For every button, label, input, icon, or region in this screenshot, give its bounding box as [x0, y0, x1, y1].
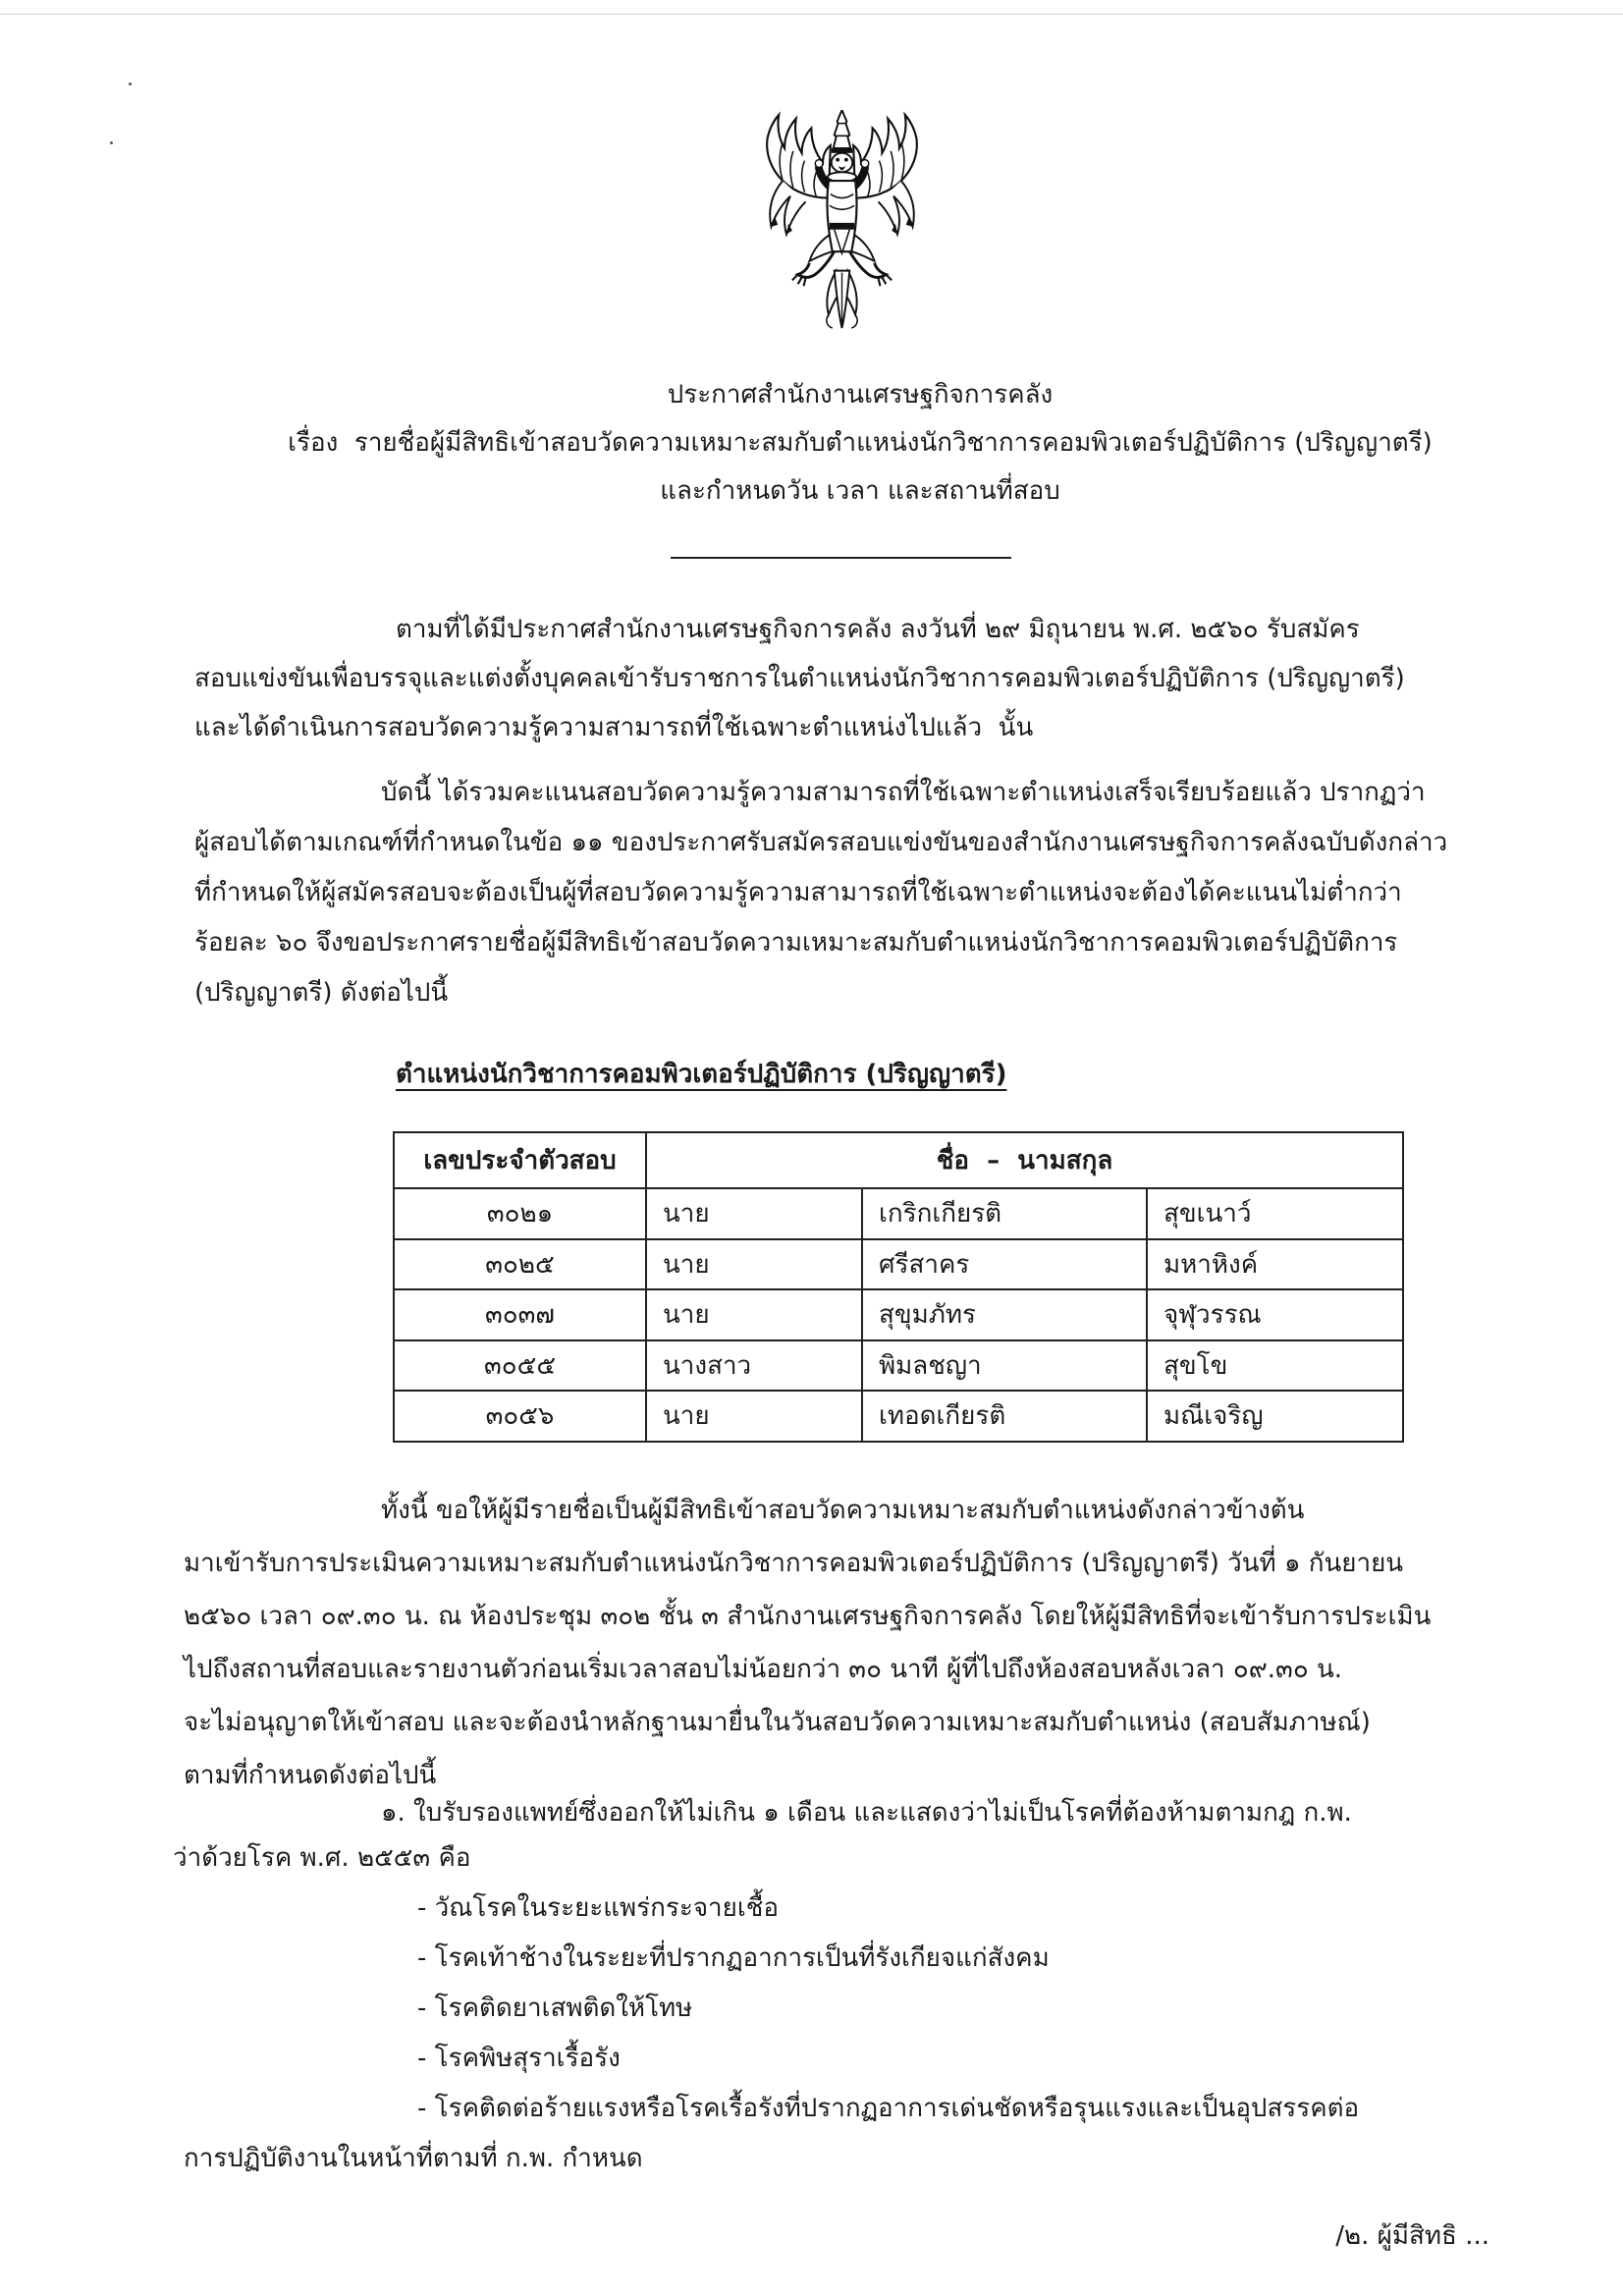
- cell-exam-id: ๓๐๒๑: [394, 1188, 646, 1239]
- paragraph-background: [194, 605, 1500, 752]
- paragraph-line: (ปริญญาตรี) ดังต่อไปนี้: [194, 978, 449, 1008]
- cell-last-name: จุฬุวรรณ: [1147, 1289, 1403, 1340]
- cell-title: นางสาว: [646, 1340, 862, 1392]
- cell-title: นาย: [646, 1188, 862, 1239]
- paragraph-line: ร้อยละ ๖๐ จึงขอประกาศรายชื่อผู้มีสิทธิเข้าสอบวัดความเหมาะสมกับตำแหน่งนักวิชาการคอมพิวเตอร์ปฏิบัติการ: [194, 928, 1398, 957]
- cell-last-name: มณีเจริญ: [1147, 1391, 1403, 1442]
- paragraph-line: มาเข้ารับการประเมินความเหมาะสมกับตำแหน่งนักวิชาการคอมพิวเตอร์ปฏิบัติการ (ปริญญาตรี) วันที่ ๑ กันยายน: [184, 1549, 1404, 1578]
- cell-first-name: เกริกเกียรติ: [862, 1188, 1147, 1239]
- cell-exam-id: ๓๐๕๕: [394, 1340, 646, 1392]
- position-heading: ตำแหน่งนักวิชาการคอมพิวเตอร์ปฏิบัติการ (ปริญญาตรี): [396, 1060, 1007, 1089]
- requirement-1-continuation: ว่าด้วยโรค พ.ศ. ๒๕๕๓ คือ: [173, 1843, 471, 1873]
- paragraph-line: ผู้สอบได้ตามเกณฑ์ที่กำหนดในข้อ ๑๑ ของประกาศรับสมัครสอบแข่งขันของสำนักงานเศรษฐกิจการคลังฉบับดังกล่าว: [194, 828, 1448, 857]
- title-divider: [671, 557, 1011, 559]
- announcement-header: [194, 371, 1526, 516]
- table-row: [394, 1391, 1403, 1442]
- paragraph-results: [194, 768, 1500, 1018]
- paragraph-line: สอบแข่งขันเพื่อบรรจุและแต่งตั้งบุคคลเข้ารับราชการในตำแหน่งนักวิชาการคอมพิวเตอร์ปฏิบัติการ (ปริญญาตรี): [194, 664, 1405, 693]
- cell-exam-id: ๓๐๓๗: [394, 1289, 646, 1340]
- paragraph-line: จะไม่อนุญาตให้เข้าสอบ และจะต้องนำหลักฐานมายื่นในวันสอบวัดความเหมาะสมกับตำแหน่ง (สอบสัมภาษณ์): [184, 1708, 1371, 1737]
- paragraph-line: ไปถึงสถานที่สอบและรายงานตัวก่อนเริ่มเวลาสอบไม่น้อยกว่า ๓๐ นาที ผู้ที่ไปถึงห้องสอบหลังเวลา ๐๙.๓๐ น.: [184, 1655, 1342, 1684]
- header-exam-id: เลขประจำตัวสอบ: [394, 1132, 646, 1188]
- paragraph-line: ที่กำหนดให้ผู้สมัครสอบจะต้องเป็นผู้ที่สอบวัดความรู้ความสามารถที่ใช้เฉพาะตำแหน่งจะต้องได้คะแนนไม่ต่ำกว่า: [194, 878, 1402, 907]
- garuda-emblem: [746, 110, 938, 330]
- next-page-note: /๒. ผู้มีสิทธิ ...: [1335, 2221, 1489, 2251]
- cell-last-name: มหาหิงค์: [1147, 1239, 1403, 1290]
- cell-first-name: พิมลชญา: [862, 1340, 1147, 1392]
- table-row: [394, 1289, 1403, 1340]
- disease-list-continuation: การปฏิบัติงานในหน้าที่ตามที่ ก.พ. กำหนด: [184, 2144, 643, 2173]
- cell-exam-id: ๓๐๕๖: [394, 1391, 646, 1442]
- cell-exam-id: ๓๐๒๕: [394, 1239, 646, 1290]
- list-item: - โรคพิษสุราเรื้อรัง: [417, 2044, 621, 2073]
- cell-first-name: เทอดเกียรติ: [862, 1391, 1147, 1442]
- table-header-row: [394, 1132, 1403, 1188]
- subject-line: เรื่อง รายชื่อผู้มีสิทธิเข้าสอบวัดความเหมาะสมกับตำแหน่งนักวิชาการคอมพิวเตอร์ปฏิบัติการ (ปริญญาตรี): [288, 428, 1433, 458]
- cell-title: นาย: [646, 1391, 862, 1442]
- paragraph-line: ๒๕๖๐ เวลา ๐๙.๓๐ น. ณ ห้องประชุม ๓๐๒ ชั้น ๓ สำนักงานเศรษฐกิจการคลัง โดยให้ผู้มีสิทธิที่จะเข้ารับการประเมิน: [184, 1602, 1432, 1631]
- table-row: [394, 1239, 1403, 1290]
- cell-title: นาย: [646, 1289, 862, 1340]
- candidates-table: [393, 1131, 1404, 1443]
- cell-title: นาย: [646, 1239, 862, 1290]
- list-item: - โรคติดยาเสพติดให้โทษ: [417, 1994, 693, 2023]
- scan-edge-line: [0, 14, 1623, 15]
- cell-last-name: สุขเนาว์: [1147, 1188, 1403, 1239]
- paragraph-line: ตามที่กำหนดดังต่อไปนี้: [184, 1761, 437, 1790]
- scan-speck: [129, 82, 132, 85]
- cell-last-name: สุขโข: [1147, 1340, 1403, 1392]
- announcement-title: ประกาศสำนักงานเศรษฐกิจการคลัง: [667, 380, 1054, 410]
- requirement-1: ๑. ใบรับรองแพทย์ซึ่งออกให้ไม่เกิน ๑ เดือน และแสดงว่าไม่เป็นโรคที่ต้องห้ามตามกฎ ก.พ.: [381, 1798, 1352, 1828]
- paragraph-line: ทั้งนี้ ขอให้ผู้มีรายชื่อเป็นผู้มีสิทธิเข้าสอบวัดความเหมาะสมกับตำแหน่งดังกล่าวข้างต้น: [381, 1496, 1305, 1525]
- scan-speck: [110, 141, 113, 144]
- paragraph-line: ตามที่ได้มีประกาศสำนักงานเศรษฐกิจการคลัง ลงวันที่ ๒๙ มิถุนายน พ.ศ. ๒๕๖๐ รับสมัคร: [396, 615, 1360, 644]
- table-row: [394, 1340, 1403, 1392]
- list-item: - โรคติดต่อร้ายแรงหรือโรคเรื้อรังที่ปรากฏอาการเด่นชัดหรือรุนแรงและเป็นอุปสรรคต่อ: [417, 2094, 1360, 2123]
- subject-line: และกำหนดวัน เวลา และสถานที่สอบ: [660, 476, 1060, 506]
- header-full-name: ชื่อ – นามสกุล: [646, 1132, 1403, 1188]
- paragraph-line: บัดนี้ ได้รวมคะแนนสอบวัดความรู้ความสามารถที่ใช้เฉพาะตำแหน่งเสร็จเรียบร้อยแล้ว ปรากฏว่า: [381, 778, 1426, 807]
- list-item: - โรคเท้าช้างในระยะที่ปรากฏอาการเป็นที่รังเกียจแก่สังคม: [417, 1943, 1050, 1973]
- table-row: [394, 1188, 1403, 1239]
- paragraph-line: และได้ดำเนินการสอบวัดความรู้ความสามารถที่ใช้เฉพาะตำแหน่งไปแล้ว นั้น: [194, 713, 1034, 742]
- disease-list: [417, 1884, 1497, 2134]
- cell-first-name: สุขุมภัทร: [862, 1289, 1147, 1340]
- list-item: - วัณโรคในระยะแพร่กระจายเชื้อ: [417, 1893, 780, 1923]
- cell-first-name: ศรีสาคร: [862, 1239, 1147, 1290]
- paragraph-assessment: [184, 1484, 1499, 1802]
